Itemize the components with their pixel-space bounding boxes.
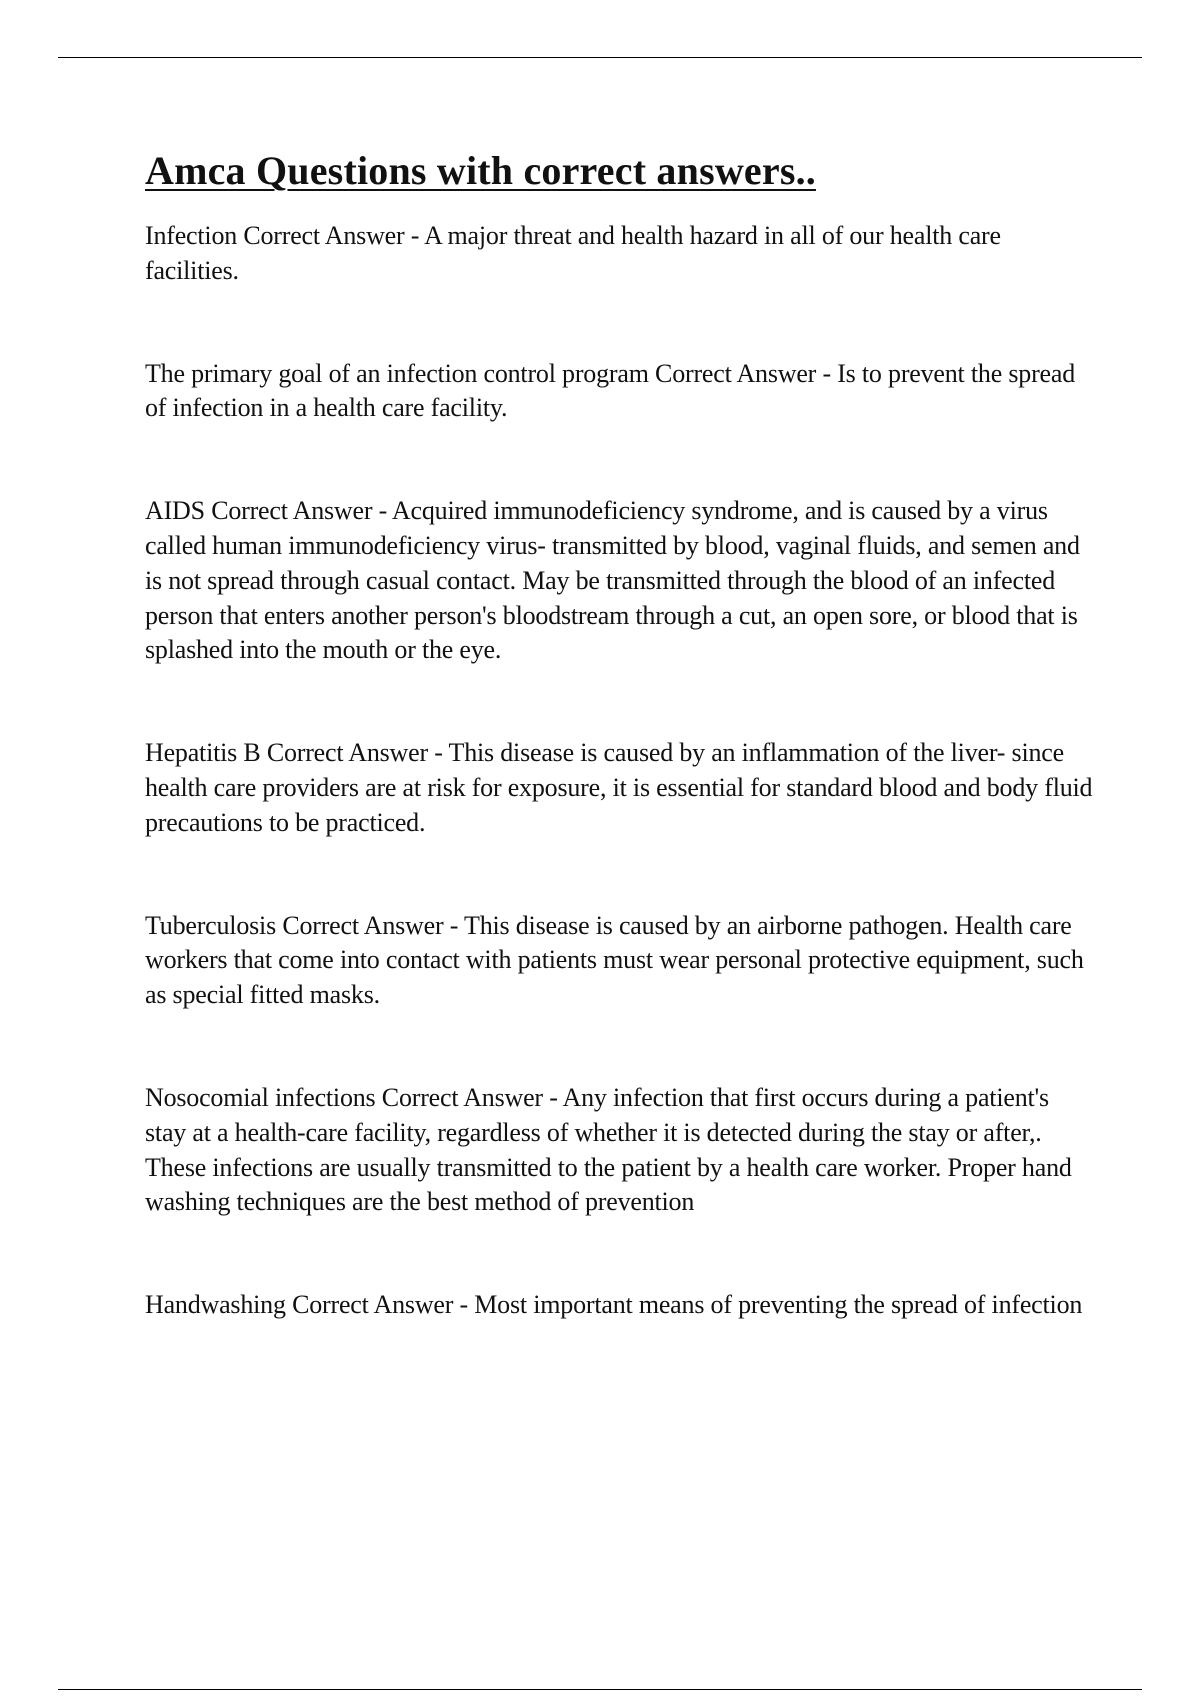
- qa-label: Correct Answer -: [381, 1082, 558, 1112]
- qa-answer: Is to prevent the spread of infection in a health care facility.: [145, 358, 1076, 423]
- qa-answer: Acquired immunodeficiency syndrome, and is caused by a virus called human immunodeficiency virus- transmitted by blood, vaginal fluids, and semen and is not spread through casual contact. May be transmitted through the blood of an infected person that enters another person's bloodstream through a cut, an open sore, or blood that is splashed into the mouth or the eye.: [145, 496, 1080, 665]
- qa-label: Correct Answer -: [282, 910, 459, 940]
- qa-label: Correct Answer -: [211, 496, 388, 526]
- footer-rule: [58, 1689, 1142, 1690]
- qa-item-infection-control-goal: [145, 357, 1095, 427]
- qa-term: Tuberculosis: [145, 910, 276, 940]
- qa-term: Nosocomial infections: [145, 1082, 376, 1112]
- qa-item-handwashing: [145, 1288, 1095, 1323]
- qa-term: AIDS: [145, 496, 205, 526]
- qa-answer: A major threat and health hazard in all of our health care facilities.: [145, 221, 1001, 285]
- qa-answer: This disease is caused by an inflammation of the liver- since health care providers are at risk for exposure, it is essential for standard blood and body fluid precautions to be practiced.: [145, 738, 1093, 837]
- qa-term: Hepatitis B: [145, 738, 261, 768]
- qa-label: Correct Answer -: [266, 738, 443, 768]
- qa-label: Correct Answer -: [243, 221, 420, 250]
- qa-term: Handwashing: [145, 1290, 286, 1320]
- document-title: Amca Questions with correct answers..: [145, 148, 816, 193]
- qa-item-tuberculosis: [145, 909, 1095, 1013]
- qa-item-aids: [145, 494, 1095, 668]
- header-rule: [58, 57, 1142, 58]
- qa-answer: Most important means of preventing the spread of infection: [474, 1290, 1083, 1320]
- qa-term: Infection: [145, 221, 238, 250]
- document-body: [145, 146, 1095, 1391]
- qa-item-infection: [145, 219, 1095, 289]
- qa-term: The primary goal of an infection control program: [145, 358, 649, 388]
- qa-item-nosocomial-infections: [145, 1081, 1095, 1220]
- qa-label: Correct Answer -: [292, 1290, 468, 1320]
- qa-answer: Any infection that first occurs during a patient's stay at a health-care facility, regardless of whether it is detected during the stay or after,. These infections are usually transmitted to the patient by a health care worker. Proper hand washing techniques are the best method of prevention: [145, 1082, 1072, 1217]
- qa-label: Correct Answer -: [655, 358, 831, 388]
- qa-answer: This disease is caused by an airborne pathogen. Health care workers that come into contact with patients must wear personal protective equipment, such as special fitted masks.: [145, 910, 1084, 1010]
- qa-item-hepatitis-b: [145, 736, 1095, 840]
